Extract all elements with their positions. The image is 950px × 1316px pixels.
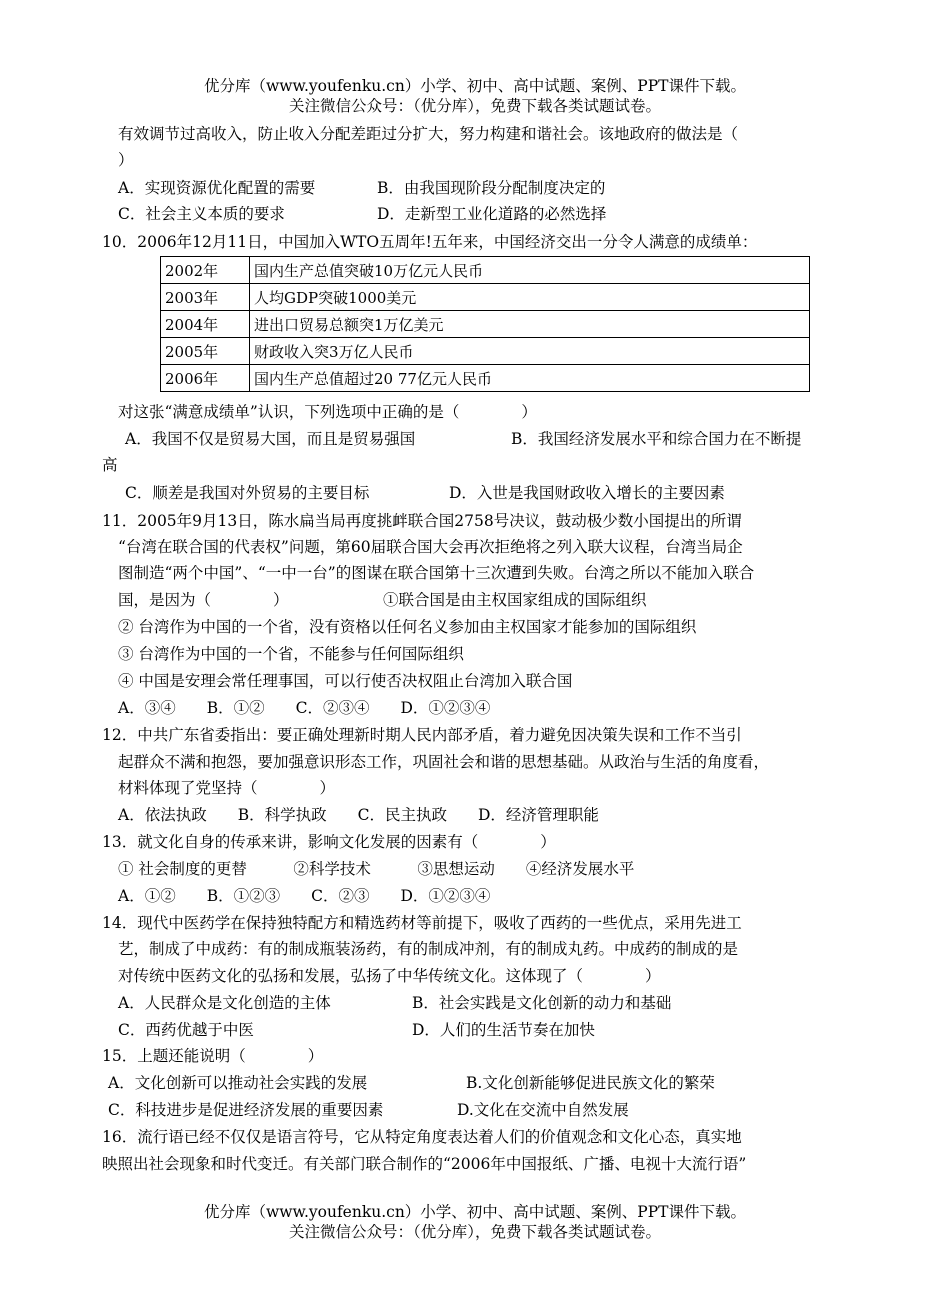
q12-stem-line-1: 12．中共广东省委指出：要正确处理新时期人民内部矛盾，着力避免因决策失误和工作不当引 <box>102 726 742 744</box>
table-item-cell: 进出口贸易总额突1万亿美元 <box>250 311 810 338</box>
q9-option-c: C．社会主义本质的要求 <box>118 205 285 223</box>
q13-options: A．①② B．①②③ C．②③ D．①②③④ <box>118 887 491 905</box>
header-line-2: 关注微信公众号：（优分库），免费下载各类试题试卷。 <box>288 97 661 115</box>
q9-stem-cont: 有效调节过高收入，防止收入分配差距过分扩大，努力构建和谐社会。该地政府的做法是（ <box>118 125 739 143</box>
q9-option-d: D．走新型工业化道路的必然选择 <box>377 205 607 223</box>
table-row <box>161 257 810 284</box>
q10-option-a: A．我国不仅是贸易大国，而且是贸易强国 <box>125 430 416 448</box>
q10-stem: 10．2006年12月11日，中国加入WTO五周年!五年来，中国经济交出一分令人满意的成绩单： <box>102 233 758 251</box>
q11-stem-line-2: “台湾在联合国的代表权”问题，第60届联合国大会再次拒绝将之列入联大议程，台湾当局企 <box>118 538 743 556</box>
q10-question: 对这张“满意成绩单”认识，下列选项中正确的是（ ） <box>118 403 537 421</box>
q11-statement-4: ④ 中国是安理会常任理事国，可以行使否决权阻止台湾加入联合国 <box>118 672 573 690</box>
q14-option-b: B．社会实践是文化创新的动力和基础 <box>412 994 672 1012</box>
table-row <box>161 284 810 311</box>
q10-option-b: B．我国经济发展水平和综合国力在不断提 <box>511 430 802 448</box>
table-year-cell: 2004年 <box>161 311 250 338</box>
q14-option-d: D．人们的生活节奏在加快 <box>412 1021 595 1039</box>
q15-option-d: D.文化在交流中自然发展 <box>457 1101 629 1119</box>
q16-stem-line-1: 16．流行语已经不仅仅是语言符号，它从特定角度表达着人们的价值观念和文化心态，真实地 <box>102 1128 742 1146</box>
q10-scorecard-table <box>160 256 810 392</box>
q14-option-a: A．人民群众是文化创造的主体 <box>118 994 331 1012</box>
table-item-cell: 财政收入突3万亿人民币 <box>250 338 810 365</box>
q15-option-c: C．科技进步是促进经济发展的重要因素 <box>108 1101 384 1119</box>
q16-stem-line-2: 映照出社会现象和时代变迁。有关部门联合制作的“2006年中国报纸、广播、电视十大流行语” <box>102 1155 747 1173</box>
q12-stem-line-3: 材料体现了党坚持（ ） <box>118 779 336 797</box>
q11-statement-3: ③ 台湾作为中国的一个省，不能参与任何国际组织 <box>118 645 464 663</box>
table-year-cell: 2006年 <box>161 365 250 392</box>
q11-stem-line-3: 图制造“两个中国”、“一中一台”的图谋在联合国第十三次遭到失败。台湾之所以不能加入联合 <box>118 564 755 582</box>
table-year-cell: 2003年 <box>161 284 250 311</box>
table-row <box>161 365 810 392</box>
footer-line-1: 优分库（www.youfenku.cn）小学、初中、高中试题、案例、PPT课件下载。 <box>203 1203 747 1221</box>
q11-stem-line-1: 11．2005年9月13日，陈水扁当局再度挑衅联合国2758号决议，鼓动极少数小国提出的所谓 <box>102 512 742 530</box>
q10-option-d: D．入世是我国财政收入增长的主要因素 <box>449 484 725 502</box>
q11-stem-line-4: 国，是因为（ ） <box>118 591 289 609</box>
table-item-cell: 国内生产总值超过20 77亿元人民币 <box>250 365 810 392</box>
q12-options: A．依法执政 B．科学执政 C．民主执政 D．经济管理职能 <box>118 806 599 824</box>
q11-options: A．③④ B．①② C．②③④ D．①②③④ <box>118 699 491 717</box>
q10-option-c: C．顺差是我国对外贸易的主要目标 <box>125 484 370 502</box>
q12-stem-line-2: 起群众不满和抱怨，要加强意识形态工作，巩固社会和谐的思想基础。从政治与生活的角度看， <box>118 753 770 771</box>
q9-option-a: A．实现资源优化配置的需要 <box>118 179 316 197</box>
q14-stem-line-2: 艺，制成了中成药：有的制成瓶装汤药，有的制成冲剂，有的制成丸药。中成药的制成的是 <box>118 940 739 958</box>
header-line-1: 优分库（www.youfenku.cn）小学、初中、高中试题、案例、PPT课件下载。 <box>203 77 747 95</box>
q9-option-b: B．由我国现阶段分配制度决定的 <box>377 179 606 197</box>
table-item-cell: 国内生产总值突破10万亿元人民币 <box>250 257 810 284</box>
table-row <box>161 338 810 365</box>
table-item-cell: 人均GDP突破1000美元 <box>250 284 810 311</box>
q14-option-c: C．西药优越于中医 <box>118 1021 254 1039</box>
q13-statements: ① 社会制度的更替 ②科学技术 ③思想运动 ④经济发展水平 <box>118 860 635 878</box>
footer-line-2: 关注微信公众号：（优分库），免费下载各类试题试卷。 <box>288 1223 661 1241</box>
q14-stem-line-1: 14．现代中医药学在保持独特配方和精选药材等前提下，吸收了西药的一些优点，采用先进工 <box>102 914 742 932</box>
q10-option-b-wrap: 高 <box>102 456 118 474</box>
q15-option-a: A．文化创新可以推动社会实践的发展 <box>108 1074 368 1092</box>
table-row <box>161 311 810 338</box>
table-year-cell: 2002年 <box>161 257 250 284</box>
q11-statement-1: ①联合国是由主权国家组成的国际组织 <box>383 591 647 609</box>
q14-stem-line-3: 对传统中医药文化的弘扬和发展，弘扬了中华传统文化。这体现了（ ） <box>118 967 661 985</box>
q15-stem: 15．上题还能说明（ ） <box>102 1047 324 1065</box>
q13-stem: 13．就文化自身的传承来讲，影响文化发展的因素有（ ） <box>102 833 556 851</box>
q11-statement-2: ② 台湾作为中国的一个省，没有资格以任何名义参加由主权国家才能参加的国际组织 <box>118 618 697 636</box>
q9-stem-paren: ） <box>118 151 134 169</box>
q15-option-b: B.文化创新能够促进民族文化的繁荣 <box>466 1074 715 1092</box>
table-year-cell: 2005年 <box>161 338 250 365</box>
